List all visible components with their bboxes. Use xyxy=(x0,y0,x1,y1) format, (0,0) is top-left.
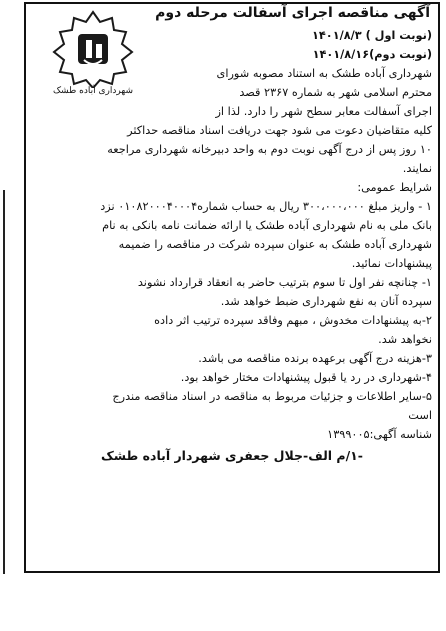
condition-line: ۱- چنانچه نفر اول تا سوم بترتیب حاضر به انعقاد قرارداد نشوند xyxy=(137,276,432,289)
condition-line: نخواهد شد. xyxy=(378,333,432,346)
condition-line: پیشنهادات نمائید. xyxy=(351,257,432,270)
condition-line: ۱ - واریز مبلغ ۳۰۰،۰۰۰،۰۰۰ ریال به حساب شماره۰۱۰۸۲۰۰۰۴۰۰۰۴ نزد xyxy=(100,200,432,213)
conditions-heading: شرایط عمومی: xyxy=(357,181,432,194)
notice-title: آگهی مناقصه اجرای آسفالت مرحله دوم xyxy=(155,5,430,21)
condition-line: ۴-شهرداری در رد یا قبول پیشنهادات مختار خواهد بود. xyxy=(180,371,432,384)
ad-id: شناسه آگهی:۱۳۹۹۰۰۵ xyxy=(327,428,432,441)
signature: -۱/م الف-جلال جعفری شهردار آباده طشک xyxy=(101,448,363,463)
condition-line: شهرداری آباده طشک به عنوان سپرده شرکت در مناقصه را ضمیمه xyxy=(118,238,432,251)
intro-line: نمایند. xyxy=(402,162,432,175)
intro-line: اجرای آسفالت معابر سطح شهر را دارد. لذا از xyxy=(215,105,432,118)
condition-line: ۵-سایر اطلاعات و جزئیات مربوط به مناقصه در اسناد مناقصه مندرج xyxy=(112,390,432,403)
second-round-date: (نوبت دوم)۱۴۰۱/۸/۱۶ xyxy=(312,48,432,61)
intro-line: کلیه متقاضیان دعوت می شود جهت دریافت اسناد مناقصه حداکثر xyxy=(127,124,432,137)
intro-line: محترم اسلامی شهر به شماره ۲۳۶۷ قصد xyxy=(239,86,432,99)
condition-line: ۳-هزینه درج آگهی برعهده برنده مناقصه می باشد. xyxy=(198,352,432,365)
notice-content xyxy=(30,4,434,463)
condition-line: بانک ملی به نام شهرداری آباده طشک یا ارائه ضمانت نامه بانکی به نام xyxy=(102,219,432,232)
condition-line: سپرده آنان به نفع شهرداری ضبط خواهد شد. xyxy=(220,295,432,308)
condition-line: ۲-به پیشنهادات مخدوش ، مبهم وفاقد سپرده ترتیب اثر داده xyxy=(154,314,432,327)
left-margin-rule xyxy=(3,190,5,574)
intro-line: ۱۰ روز پس از درج آگهی نوبت دوم به واحد دبیرخانه شهرداری مراجعه xyxy=(107,143,432,156)
first-round-date: (نوبت اول ) ۱۴۰۱/۸/۳ xyxy=(312,29,432,42)
intro-line: شهرداری آباده طشک به استناد مصوبه شورای xyxy=(216,67,432,80)
logo-caption: شهرداری آباده طشک xyxy=(53,86,133,96)
condition-line: است xyxy=(408,409,432,422)
